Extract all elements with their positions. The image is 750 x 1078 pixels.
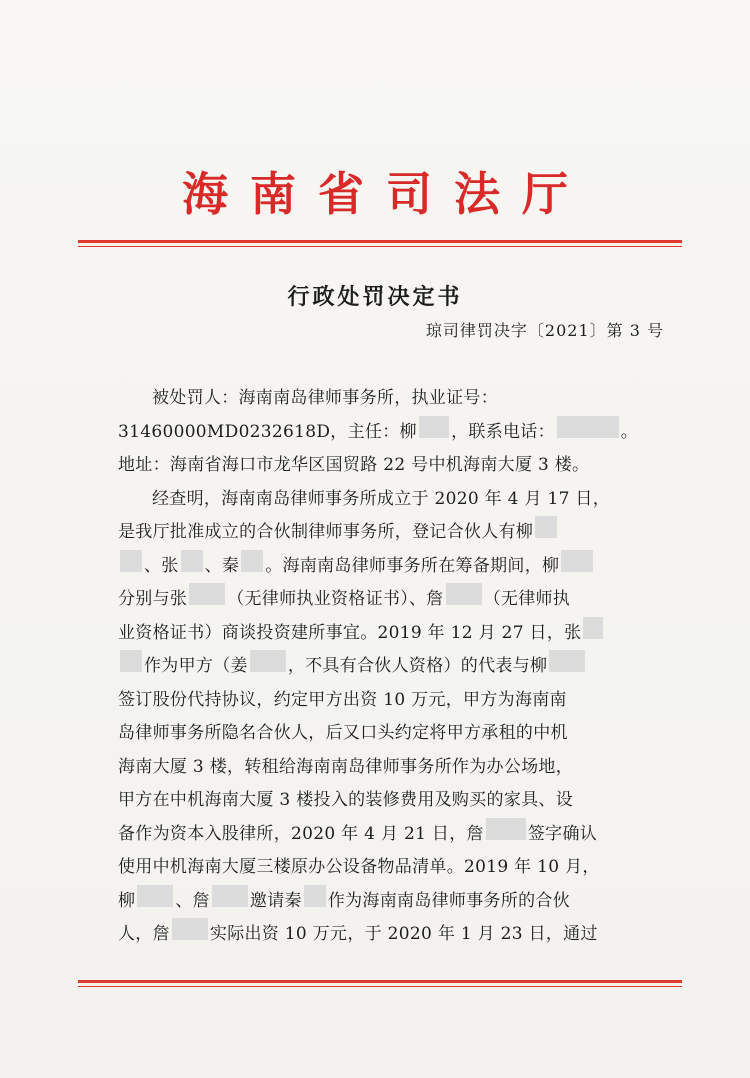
body-text-segment: 作为海南南岛律师事务所的合伙	[327, 890, 571, 911]
body-text-segment: 。海南南岛律师事务所在筹备期间，柳	[265, 555, 560, 576]
footer-red-rule	[78, 980, 682, 983]
body-text-segment: 签订股份代持协议，约定甲方出资 10 万元，甲方为海南南	[118, 689, 567, 710]
letterhead-red-rule	[78, 240, 682, 243]
redaction-block	[304, 885, 326, 907]
body-text-segment: 、詹	[175, 890, 210, 911]
body-text-segment: 被处罚人：海南南岛律师事务所，执业证号：	[152, 388, 498, 408]
body-line	[118, 416, 638, 450]
body-text-segment: 、张	[144, 555, 179, 576]
body-line	[118, 918, 638, 952]
body-line	[118, 382, 638, 416]
body-text-segment: 经查明，海南南岛律师事务所成立于 2020 年 4 月 17 日，	[152, 488, 611, 509]
body-text-segment: （无律师执业资格证书）、詹	[227, 589, 444, 609]
redaction-block	[535, 516, 557, 538]
redaction-block	[250, 650, 286, 672]
redaction-block	[172, 918, 208, 940]
body-text-segment: 使用中机海南大厦三楼原办公设备物品清单。2019 年 10 月，	[118, 857, 600, 877]
body-text-segment: 海南大厦 3 楼，转租给海南南岛律师事务所作为办公场地，	[118, 756, 574, 777]
body-text-segment: 柳	[118, 890, 136, 911]
redaction-block	[583, 617, 603, 639]
body-line	[118, 583, 638, 617]
redaction-block	[120, 550, 142, 572]
body-line	[118, 784, 638, 818]
body-text-segment: 作为甲方（姜	[144, 656, 248, 676]
body-line	[118, 818, 638, 852]
redaction-block	[120, 650, 142, 672]
body-line	[118, 617, 638, 651]
letterhead-red-rule-thin	[78, 246, 682, 247]
redaction-block	[419, 416, 449, 438]
document-body	[118, 382, 638, 952]
redaction-block	[137, 885, 173, 907]
body-text-segment: 签字确认	[527, 823, 598, 844]
body-text-segment: （无律师执	[483, 589, 571, 609]
body-line	[118, 449, 638, 483]
document-title: 行政处罚决定书	[287, 284, 463, 310]
body-text-segment: 、秦	[204, 555, 240, 576]
body-text-segment: 甲方在中机海南大厦 3 楼投入的装修费用及购买的家具、设	[118, 790, 574, 810]
body-text-segment: ，不具有合伙人资格）的代表与柳	[287, 656, 548, 676]
document-number: 琼司律罚决字〔2021〕第 3 号	[425, 321, 664, 340]
body-text-segment: 人，詹	[118, 924, 170, 944]
body-text-segment: 地址：海南省海口市龙华区国贸路 22 号中机海南大厦 3 楼。	[118, 455, 590, 475]
body-line	[118, 717, 638, 751]
body-text-segment: 是我厅批准成立的合伙制律师事务所，登记合伙人有柳	[118, 522, 534, 542]
redaction-block	[241, 550, 263, 572]
body-line	[118, 684, 638, 718]
body-line	[118, 483, 638, 517]
body-text-segment: 分别与张	[118, 589, 188, 609]
body-text-segment: 。	[620, 421, 638, 442]
body-text-segment: 实际出资 10 万元，于 2020 年 1 月 23 日，通过	[209, 924, 598, 944]
body-text-segment: ，联系电话：	[451, 421, 555, 442]
footer-red-rule-thin	[78, 986, 682, 987]
redaction-block	[561, 550, 593, 572]
redaction-block	[557, 416, 619, 438]
redaction-block	[189, 583, 225, 605]
body-text-segment: 备作为资本入股律所，2020 年 4 月 21 日，詹	[118, 823, 484, 844]
body-line	[118, 751, 638, 785]
body-line	[118, 885, 638, 919]
body-line	[118, 851, 638, 885]
body-line	[118, 550, 638, 584]
redaction-block	[212, 885, 248, 907]
redaction-block	[549, 650, 585, 672]
body-text-segment: 岛律师事务所隐名合伙人，后又口头约定将甲方承租的中机	[118, 723, 568, 743]
body-text-segment: 31460000MD0232618D，主任：柳	[118, 421, 417, 442]
redaction-block	[446, 583, 482, 605]
redaction-block	[486, 818, 526, 840]
body-line	[118, 650, 638, 684]
body-text-segment: 邀请秦	[249, 890, 302, 911]
agency-letterhead-title: 海南省司法厅	[182, 167, 590, 221]
body-text-segment: 业资格证书）商谈投资建所事宜。2019 年 12 月 27 日，张	[118, 622, 582, 643]
body-line	[118, 516, 638, 550]
redaction-block	[181, 550, 203, 572]
